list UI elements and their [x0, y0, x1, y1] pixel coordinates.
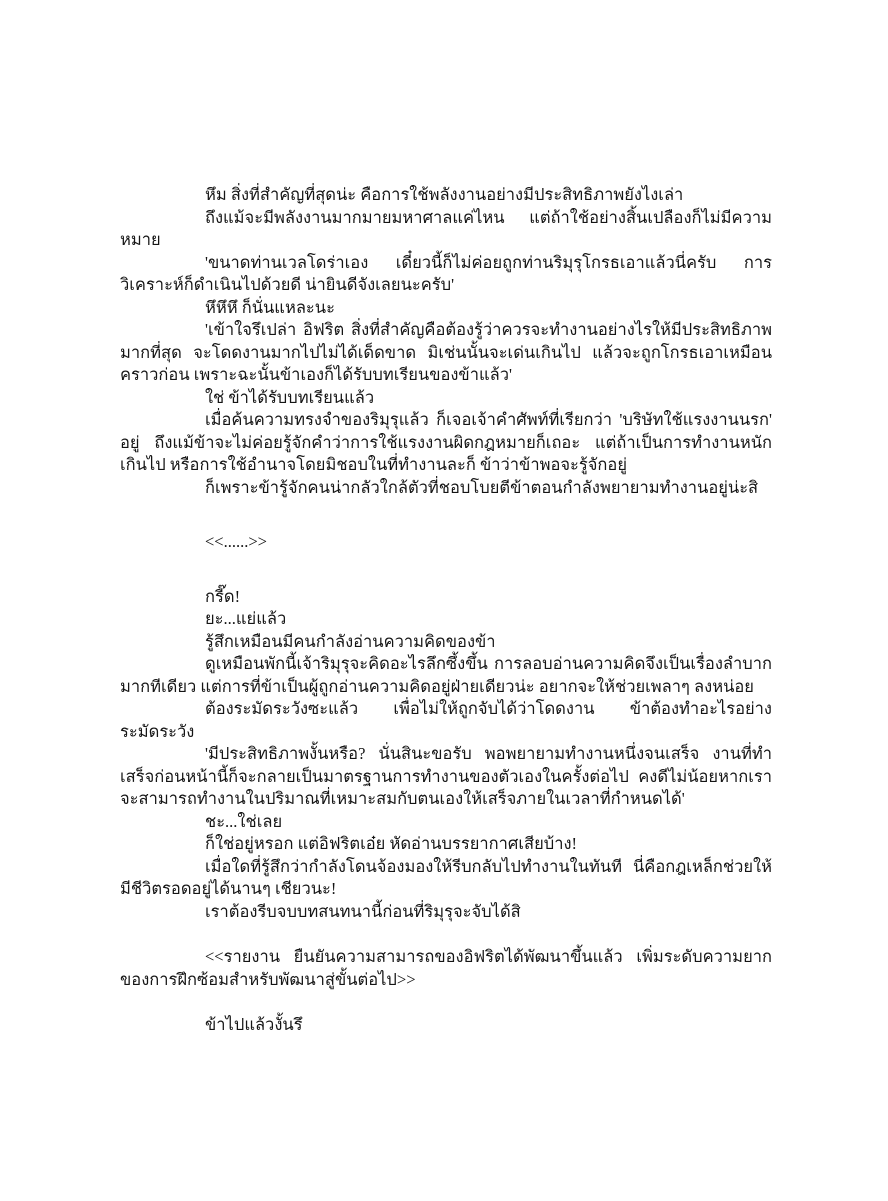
- paragraph: รู้สึกเหมือนมีคนกำลังอ่านความคิดของข้า: [205, 631, 496, 651]
- paragraph: กรี๊ด!: [205, 586, 241, 606]
- paragraph: ดูเหมือนพักนี้เจ้าริมุรุจะคิดอะไรลึกซึ้งขึ้น การลอบอ่านความคิดจึงเป็นเรื่องลำบากมากทีเดียว แต่การที่ข้าเป็นผู้ถูกอ่านความคิดอยู่ฝ่ายเดียวน่ะ อยากจะให้ช่วยเพลาๆ ลงหน่อย: [120, 654, 772, 696]
- paragraph: ยะ...แย่แล้ว: [205, 609, 287, 628]
- novel-text-block: [120, 184, 772, 1037]
- paragraph: เราต้องรีบจบบทสนทนานี้ก่อนที่ริมุรุจะจับได้สิ: [205, 901, 521, 921]
- paragraph: ถึงแม้จะมีพลังงานมากมายมหาศาลแค่ไหน แต่ถ้าใช้อย่างสิ้นเปลืองก็ไม่มีความหมาย: [120, 207, 772, 249]
- paragraph: เมื่อค้นความทรงจำของริมุรุแล้ว ก็เจอเจ้าคำศัพท์ที่เรียกว่า 'บริษัทใช้แรงงานนรก' อยู่ ถึงแม้ข้าจะไม่ค่อยรู้จักคำว่าการใช้แรงงานผิดกฎหมายก็เถอะ แต่ถ้าเป็นการทำงานหนักเกินไป หรือการใช้อำนาจโดยมิชอบในที่ทำงานละก็ ข้าว่าข้าพอจะรู้จักอยู่: [120, 410, 772, 474]
- paragraph: 'ขนาดท่านเวลโดร่าเอง เดี๋ยวนี้ก็ไม่ค่อยถูกท่านริมุรุโกรธเอาแล้วนี่ครับ การวิเคราะห์ก็ดำเนินไปด้วยดี น่ายินดีจังเลยนะครับ': [120, 252, 772, 294]
- paragraph: ข้าไปแล้วงั้นรึ: [205, 1015, 303, 1034]
- paragraph: หึม สิ่งที่สำคัญที่สุดน่ะ คือการใช้พลังงานอย่างมีประสิทธิภาพยังไงเล่า: [205, 185, 684, 204]
- paragraph: ต้องระมัดระวังซะแล้ว เพื่อไม่ให้ถูกจับได้ว่าโดดงาน ข้าต้องทำอะไรอย่างระมัดระวัง: [120, 699, 772, 741]
- scene-break-marker: <<......>>: [205, 532, 267, 551]
- paragraph: ก็เพราะข้ารู้จักคนน่ากลัวใกล้ตัวที่ชอบโบยตีข้าตอนกำลังพยายามทำงานอยู่น่ะสิ: [205, 477, 759, 497]
- paragraph: 'เข้าใจรึเปล่า อิฟริต สิ่งที่สำคัญคือต้องรู้ว่าควรจะทำงานอย่างไรให้มีประสิทธิภาพมากที่สุด จะโดดงานมากไปไม่ได้เด็ดขาด มิเช่นนั้นจะเด่นเกินไป แล้วจะถูกโกรธเอาเหมือนคราวก่อน เพราะฉะนั้นข้าเองก็ได้รับบทเรียนของข้าแล้ว': [120, 320, 772, 384]
- paragraph: หึหึหึ ก็นั่นแหละนะ: [205, 297, 335, 317]
- paragraph: เมื่อใดที่รู้สึกว่ากำลังโดนจ้องมองให้รีบกลับไปทำงานในทันที นี่คือกฎเหล็กช่วยให้มีชีวิตรอดอยู่ได้นานๆ เชียวนะ!: [120, 856, 772, 898]
- paragraph: ชะ...ใช่เลย: [205, 811, 283, 831]
- system-report-text: <<รายงาน ยืนยันความสามารถของอิฟริตได้พัฒนาขึ้นแล้ว เพิ่มระดับความยากของการฝึกซ้อมสำหรับพัฒนาสู่ขั้นต่อไป>>: [120, 947, 772, 989]
- paragraph: 'มีประสิทธิภาพงั้นหรือ? นั่นสินะขอรับ พอพยายามทำงานหนึ่งจนเสร็จ งานที่ทำเสร็จก่อนหน้านี้ก็จะกลายเป็นมาตรฐานการทำงานของตัวเองในครั้งต่อไป คงดีไม่น้อยหากเราจะสามารถทำงานในปริมาณที่เหมาะสมกับตนเองให้เสร็จภายในเวลาที่กำหนดได้': [120, 744, 772, 808]
- paragraph: ก็ใช่อยู่หรอก แต่อิฟริตเอ๋ย หัดอ่านบรรยากาศเสียบ้าง!: [205, 834, 578, 853]
- paragraph: ใช่ ข้าได้รับบทเรียนแล้ว: [205, 387, 375, 407]
